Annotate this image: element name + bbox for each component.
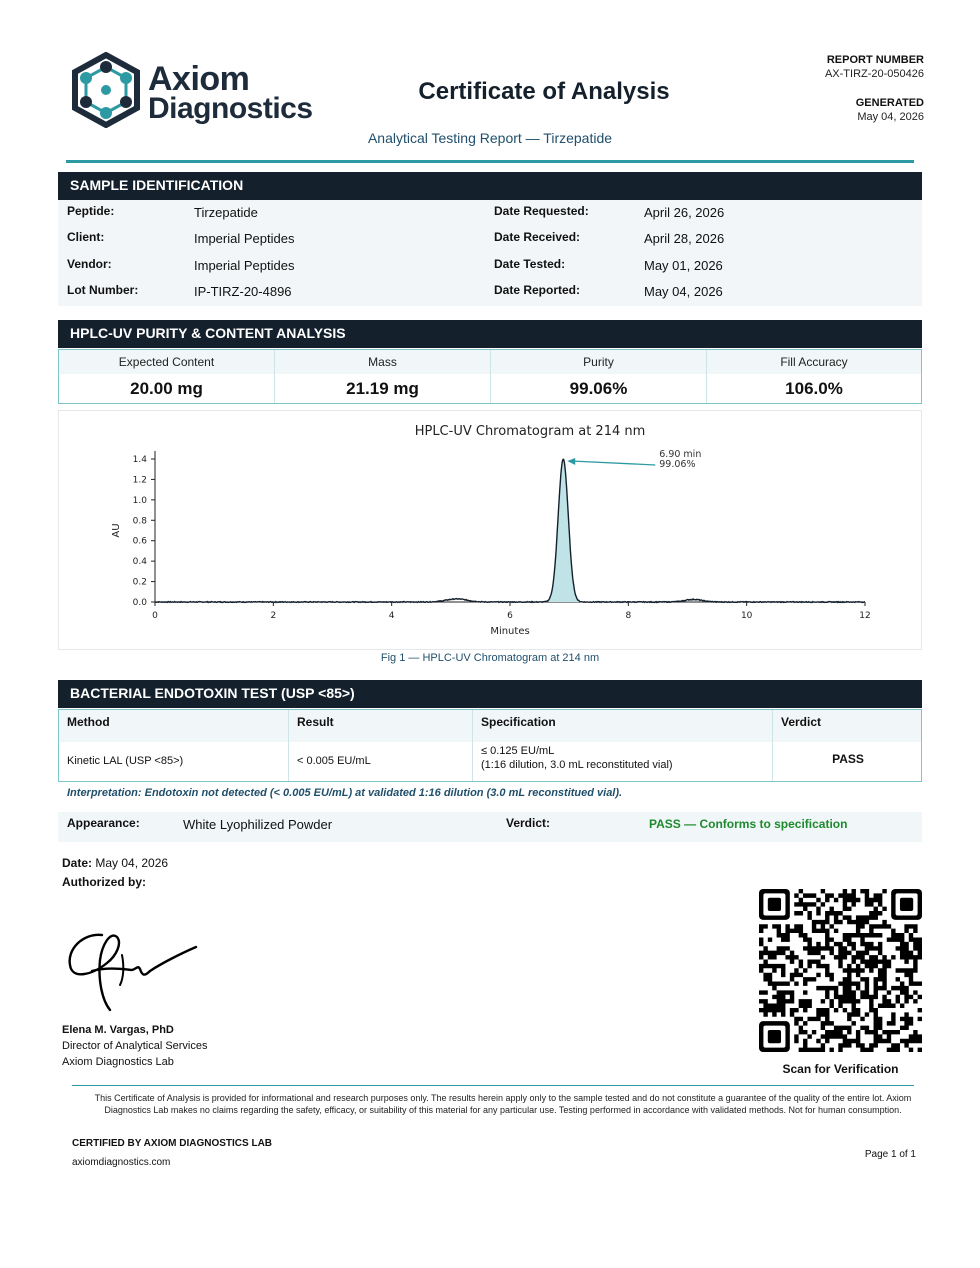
x-axis-label: Minutes [490, 626, 530, 637]
appearance-label: Appearance: [67, 816, 140, 830]
y-tick-label: 0.8 [132, 516, 147, 527]
metric-value: 21.19 mg [346, 379, 419, 398]
date-reported-label: Date Reported: [494, 283, 581, 297]
report-number: AX-TIRZ-20-050426 [824, 68, 924, 80]
report-number-label: REPORT NUMBER [826, 54, 924, 66]
metric-label: Expected Content [59, 350, 274, 374]
endotoxin-heading: BACTERIAL ENDOTOXIN TEST (USP <85>) [58, 680, 922, 708]
chart-title: HPLC-UV Chromatogram at 214 nm [414, 424, 646, 439]
column-header: Method [67, 715, 110, 729]
client-value: Imperial Peptides [194, 231, 295, 246]
document-title: Certificate of Analysis [418, 78, 670, 105]
specification-limit: ≤ 0.125 EU/mL [481, 745, 555, 757]
y-tick-label: 0.0 [132, 598, 147, 608]
appearance-value: White Lyophilized Powder [183, 817, 333, 832]
generated-label: GENERATED [855, 97, 924, 109]
date-reported-value: May 04, 2026 [644, 284, 723, 299]
chromatogram-panel [58, 410, 922, 650]
annotation-purity: 99.06% [659, 459, 696, 470]
signature-image [62, 925, 212, 1015]
metric-value: 106.0% [785, 379, 843, 398]
x-tick-label: 8 [625, 611, 632, 621]
appearance-verdict-label: Verdict: [506, 816, 551, 830]
qr-caption: Scan for Verification [782, 1062, 899, 1076]
footer-divider [72, 1085, 914, 1086]
document-subtitle: Analytical Testing Report — Tirzepatide [367, 130, 613, 146]
generated-date: May 04, 2026 [857, 111, 924, 123]
signatory-role: Director of Analytical Services [62, 1040, 208, 1052]
endotoxin-col-result [289, 710, 473, 781]
y-tick-label: 1.0 [132, 495, 147, 506]
y-tick-label: 0.2 [132, 577, 147, 588]
endotoxin-interpretation: Interpretation: Endotoxin not detected (< 0.005 EU/mL) at validated 1:16 dilution (3.0 mL reconstitued vial). [67, 787, 623, 799]
date-received-value: April 28, 2026 [644, 231, 725, 246]
peptide-value: Tirzepatide [194, 205, 258, 220]
metric-label: Mass [275, 350, 490, 374]
y-tick-label: 0.4 [132, 557, 147, 568]
certified-by: CERTIFIED BY AXIOM DIAGNOSTICS LAB [72, 1138, 273, 1149]
endotoxin-col-method [59, 710, 289, 781]
metric-purity [491, 350, 707, 403]
x-tick-label: 2 [270, 611, 277, 621]
verification-qr-code[interactable] [759, 889, 922, 1052]
x-tick-label: 12 [859, 611, 871, 621]
specification-note: (1:16 dilution, 3.0 mL reconstituted vial) [481, 759, 673, 771]
metric-value: 99.06% [569, 379, 628, 398]
metric-expected-content [59, 350, 275, 403]
y-tick-label: 0.6 [132, 536, 147, 547]
signoff-date-label: Date: [62, 856, 93, 870]
x-tick-label: 0 [152, 611, 158, 621]
y-tick-label: 1.4 [132, 455, 147, 465]
column-header: Specification [481, 715, 556, 729]
main-peak-fill [544, 459, 584, 602]
page-number: Page 1 of 1 [864, 1149, 916, 1160]
specification-cell [481, 742, 766, 781]
disclaimer-text: This Certificate of Analysis is provided for informational and research purposes only. The results herein apply only to the sample tested and do not constitute a guarantee of the quality of the entire lot. Axiom Diagnostics Lab makes no claims regarding the safety, efficacy, or suitability of this material for any particular use. Testing performed in accordance with validated methods. Not for human consumption. [94, 1093, 912, 1115]
x-tick-label: 6 [507, 611, 513, 621]
metric-label: Purity [491, 350, 706, 374]
vendor-value: Imperial Peptides [194, 258, 295, 273]
x-tick-label: 10 [740, 611, 753, 621]
metric-mass [275, 350, 491, 403]
annotation-retention-time: 6.90 min [659, 449, 702, 460]
chromatogram-trace [155, 459, 865, 602]
footer-website[interactable]: axiomdiagnostics.com [72, 1157, 171, 1168]
appearance-verdict: PASS — Conforms to specification [649, 817, 848, 831]
metric-label: Fill Accuracy [707, 350, 921, 374]
verdict-cell: PASS [832, 752, 864, 766]
column-header: Verdict [781, 715, 822, 729]
brand-name-line1: Axiom [148, 60, 250, 98]
peptide-label: Peptide: [67, 204, 115, 218]
vendor-label: Vendor: [67, 257, 112, 271]
figure-caption: Fig 1 — HPLC-UV Chromatogram at 214 nm [380, 652, 600, 664]
metric-fill-accuracy [707, 350, 921, 403]
appearance-panel [58, 812, 922, 842]
y-tick-label: 1.2 [132, 475, 147, 486]
chromatogram-chart [59, 411, 921, 649]
x-tick-label: 4 [388, 611, 395, 621]
signatory-name: Elena M. Vargas, PhD [62, 1024, 174, 1036]
result-cell: < 0.005 EU/mL [297, 755, 371, 767]
date-tested-value: May 01, 2026 [644, 258, 723, 273]
date-requested-label: Date Requested: [494, 204, 589, 218]
date-requested-value: April 26, 2026 [644, 205, 725, 220]
signoff-date-value: May 04, 2026 [95, 856, 169, 870]
authorized-by-label: Authorized by: [62, 875, 146, 889]
qr-finder-pattern [768, 898, 781, 911]
lot-number-label: Lot Number: [67, 283, 139, 297]
column-header: Result [297, 715, 334, 729]
header-divider [66, 160, 914, 163]
brand-name-line2: Diagnostics [148, 92, 313, 125]
signoff-date [62, 856, 168, 870]
qr-finder-pattern [768, 1030, 781, 1043]
qr-finder-pattern [900, 898, 913, 911]
lot-number-value: IP-TIRZ-20-4896 [194, 284, 292, 299]
date-tested-label: Date Tested: [494, 257, 566, 271]
method-cell: Kinetic LAL (USP <85>) [67, 755, 184, 767]
annotation-arrowhead [567, 458, 575, 465]
signatory-lab: Axiom Diagnostics Lab [62, 1056, 174, 1068]
endotoxin-col-verdict [773, 710, 921, 781]
y-axis-label: AU [111, 523, 122, 538]
metric-value: 20.00 mg [130, 379, 203, 398]
sample-identification-panel [58, 200, 922, 306]
sample-identification-heading: SAMPLE IDENTIFICATION [58, 172, 922, 200]
endotoxin-col-specification [473, 710, 773, 781]
annotation-arrow [571, 461, 655, 465]
hplc-heading: HPLC-UV PURITY & CONTENT ANALYSIS [58, 320, 922, 348]
date-received-label: Date Received: [494, 230, 581, 244]
hplc-metrics-table [58, 349, 922, 404]
endotoxin-table [58, 709, 922, 782]
client-label: Client: [67, 230, 105, 244]
